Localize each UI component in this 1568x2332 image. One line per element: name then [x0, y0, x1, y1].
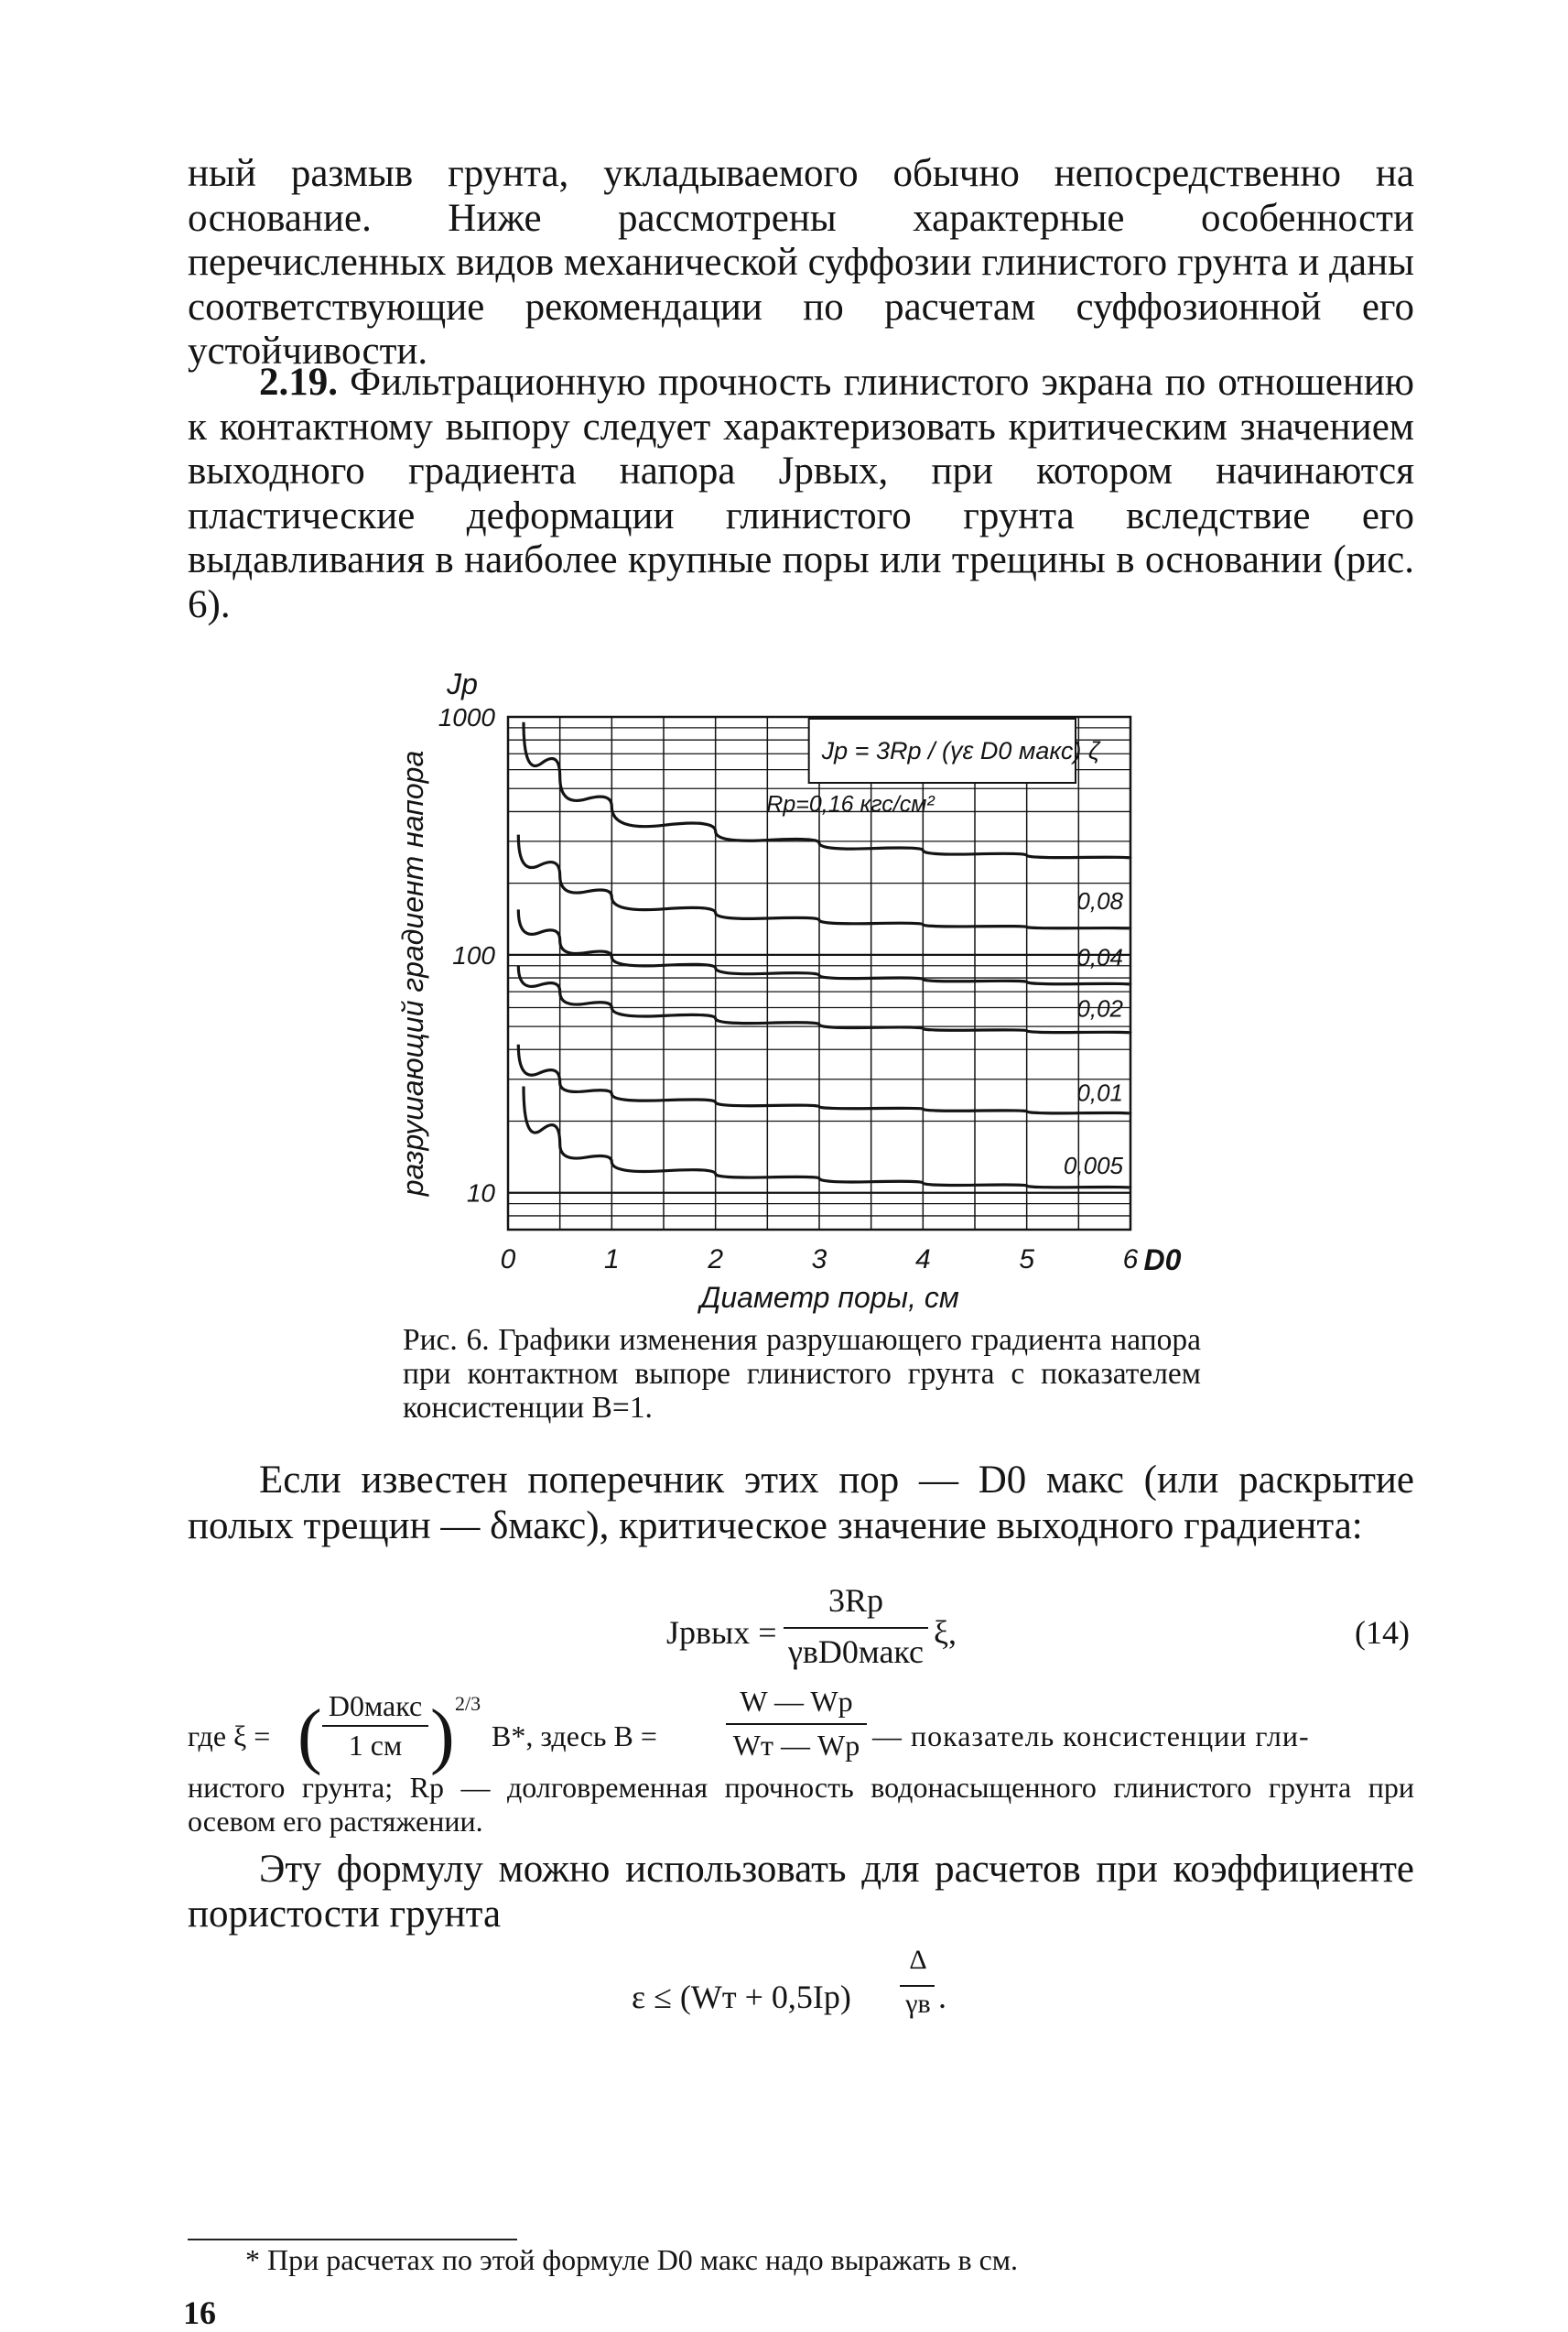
paragraph-5: Эту формулу можно использовать для расчетов при коэффициенте пористости грунта [188, 1848, 1414, 1936]
x-tick-label: 0 [500, 1244, 516, 1274]
where-gde: где ξ = [188, 1719, 271, 1752]
x-tick-label: 6 [1122, 1244, 1139, 1274]
eq-number: (14) [1355, 1614, 1410, 1651]
paragraph-2 [188, 361, 1414, 627]
x-axis-symbol: D0 [1143, 1243, 1182, 1276]
x-tick-label: 2 [708, 1244, 724, 1274]
eq-tail: ξ, [934, 1614, 957, 1651]
ineq-lhs: ε ≤ (Wт + 0,5Iр) [632, 1979, 851, 2015]
ineq-fraction-bar [900, 1985, 935, 1987]
ineq-numerator: Δ [909, 1945, 927, 1975]
series-label-2: 0,04 [1076, 943, 1123, 971]
paragraph-4: нистого грунта; Rр — долговременная прочность водонасыщенного глинистого грунта при осевом его растяжении. [188, 1771, 1414, 1838]
series-label-3: 0,02 [1076, 994, 1123, 1023]
series-curve-1 [518, 835, 1130, 929]
x-tick-label: 4 [914, 1244, 931, 1274]
y-axis-label: разрушающий градиент напора [396, 750, 429, 1197]
series-label-4: 0,01 [1076, 1079, 1123, 1107]
formula-text: Jр = 3Rр / (γε D0 макс) ζ [821, 737, 1100, 765]
eq-lhs: Jрвых = [666, 1614, 777, 1651]
page-number: 16 [183, 2294, 216, 2331]
eq-denominator: γвD0макс [788, 1633, 924, 1670]
x-tick-label: 1 [603, 1244, 620, 1274]
where-bstar: B*, здесь B = [492, 1719, 657, 1752]
xi-numerator: D0макс [328, 1689, 423, 1722]
ineq-end: . [938, 1979, 946, 2015]
section-number: 2.19. [259, 361, 338, 404]
series-label-0: Rр=0,16 кгс/см² [766, 791, 935, 818]
series-label-5: 0,005 [1063, 1151, 1123, 1179]
footnote-rule [188, 2239, 517, 2240]
where-tail: — показатель консистенции гли- [872, 1719, 1310, 1752]
series-curve-5 [524, 1087, 1130, 1188]
b-fraction-bar [726, 1723, 867, 1725]
eq-fraction-bar [784, 1627, 928, 1629]
y-tick-label: 100 [452, 940, 495, 970]
y-tick-label: 10 [466, 1178, 495, 1208]
ineq-denominator: γв [905, 1989, 931, 2019]
right-paren: ) [430, 1696, 455, 1776]
left-paren: ( [297, 1696, 322, 1776]
xi-fraction-bar [322, 1725, 428, 1727]
figure-caption: Рис. 6. Графики изменения разрушающего градиента напора при контактном выпоре глинистого грунта с показателем консистенции B=1. [403, 1323, 1201, 1425]
chart-figure-6 [396, 641, 1227, 1314]
b-numerator: W — Wр [740, 1685, 853, 1718]
eq-numerator: 3Rр [827, 1582, 883, 1619]
series-curve-3 [518, 966, 1130, 1033]
xi-denominator: 1 см [348, 1729, 403, 1762]
y-tick-label: 1000 [438, 703, 495, 732]
series-label-1: 0,08 [1076, 887, 1123, 916]
x-tick-label: 5 [1019, 1244, 1035, 1274]
series-curve-2 [518, 909, 1130, 984]
paragraph-1: ный размыв грунта, укладываемого обычно непосредственно на основание. Ниже рассмотрены характерные особенности перечисленных видов механической суффозии глинистого грунта и даны соответствующие рекомендации по расчетам суффозионной его устойчивости. [188, 152, 1414, 373]
x-tick-label: 3 [811, 1244, 827, 1274]
xi-power: 2/3 [455, 1692, 481, 1715]
b-denominator: Wт — Wр [732, 1729, 860, 1762]
paragraph-2-text: Фильтрационную прочность глинистого экрана по отношению к контактному выпору следует характеризовать критическим значением выходного градиента напора Jрвых, при котором начинаются пластические деформации глинистого грунта вследствие его выдавливания в наиболее крупные поры или трещины в основании (рис. 6). [188, 361, 1415, 626]
footnote: * При расчетах по этой формуле D0 макс надо выражать в см. [245, 2243, 1019, 2276]
paragraph-3: Если известен поперечник этих пор — D0 макс (или раскрытие полых трещин — δмакс), критическое значение выходного градиента: [188, 1459, 1414, 1547]
x-axis-label: Диаметр поры, см [699, 1281, 959, 1314]
y-axis-symbol: Jр [447, 667, 478, 700]
